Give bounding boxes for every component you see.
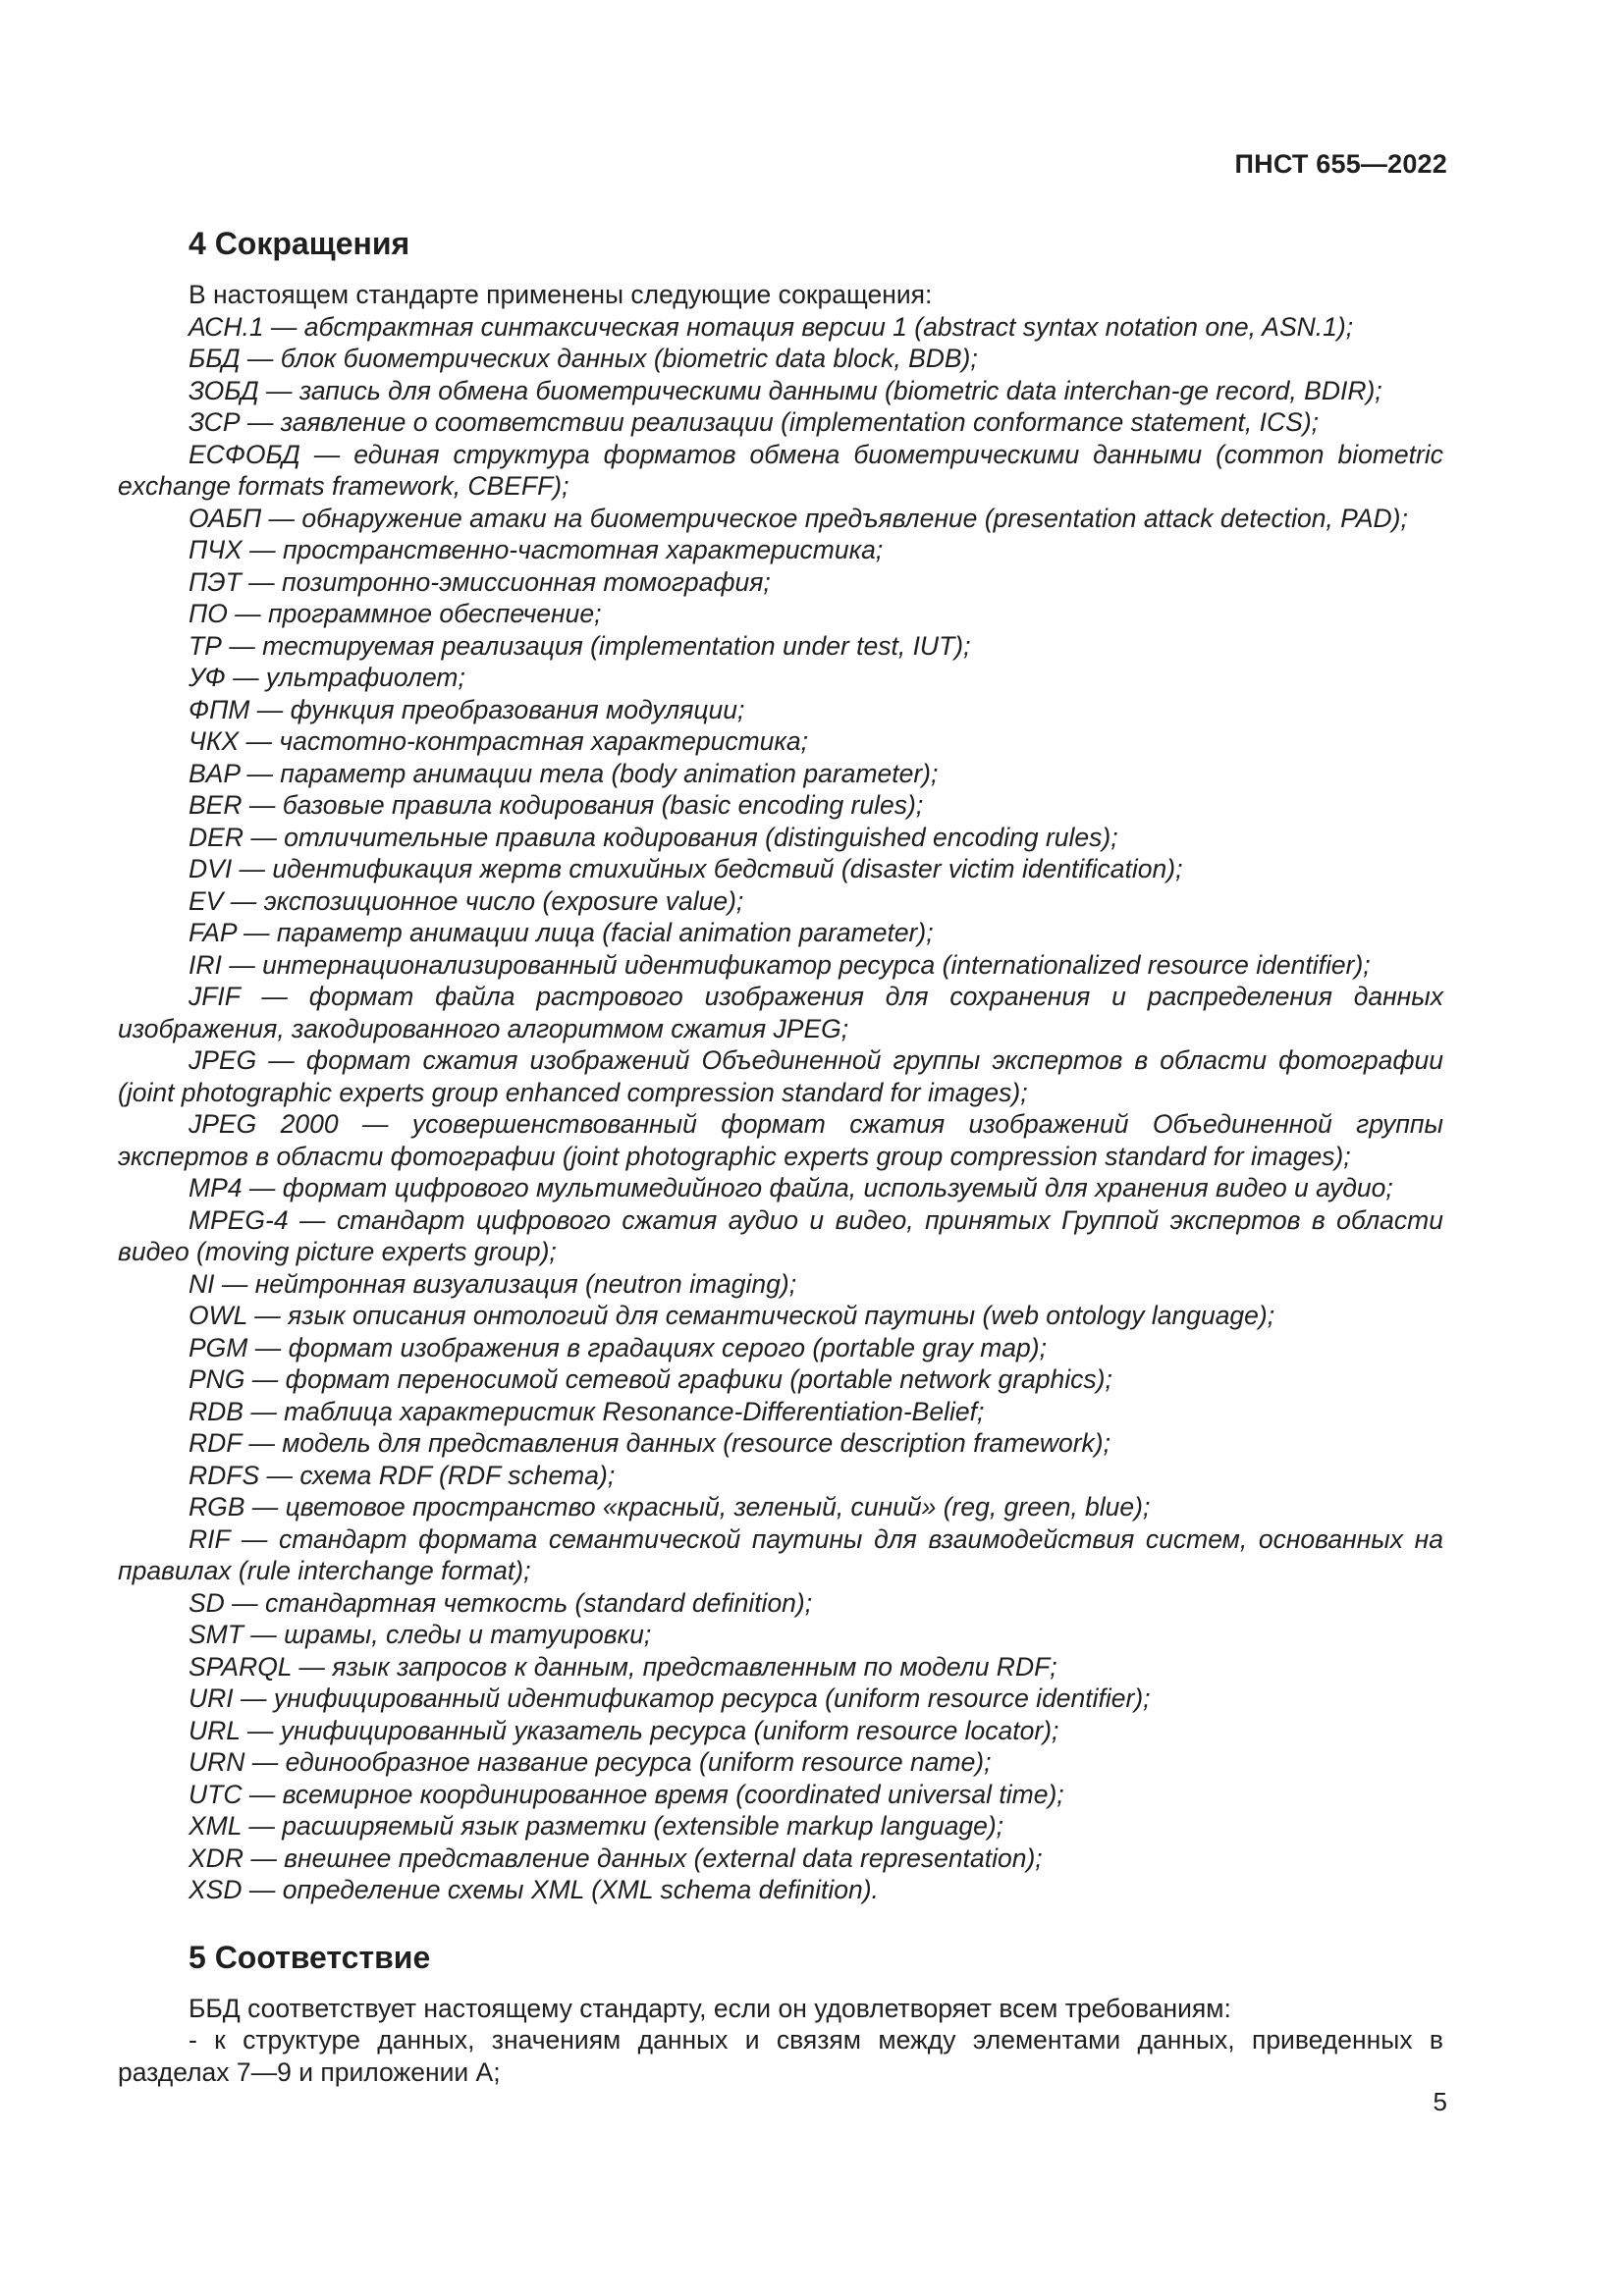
abbreviation-item: URN — единообразное название ресурса (uniform resource name); <box>189 1747 992 1777</box>
abbreviation-item: IRI — интернационализированный идентификатор ресурса (internationalized resource identifier); <box>189 949 1371 980</box>
abbreviation-item: ЕСФОБД — единая структура форматов обмена биометрическими данными (common biometric exchange formats framework, CBEFF); <box>118 439 1443 501</box>
abbreviation-item: PNG — формат переносимой сетевой графики (portable network graphics); <box>189 1364 1112 1394</box>
abbreviation-item: RDFS — схема RDF (RDF schema); <box>189 1460 616 1490</box>
section-5-title: 5 Соответствие <box>189 1939 431 1975</box>
abbreviation-item: RGB — цветовое пространство «красный, зеленый, синий» (reg, green, blue); <box>189 1492 1151 1522</box>
abbreviation-item: SD — стандартная четкость (standard definition); <box>189 1587 813 1618</box>
document-code-header: ПНСТ 655—2022 <box>1234 149 1447 179</box>
requirement-item: - к структуре данных, значениям данных и связям между элементами данных, приведенных в разделах 7—9 и приложении А; <box>118 2025 1443 2087</box>
abbreviation-item: JPEG — формат сжатия изображений Объединенной группы экспертов в области фотографии (joint photographic experts group enhanced compression standard for images); <box>118 1045 1443 1107</box>
abbreviation-item: ПО — программное обеспечение; <box>189 599 602 628</box>
abbreviation-item: ОАБП — обнаружение атаки на биометрическое предъявление (presentation attack detection, PAD); <box>189 503 1408 533</box>
abbreviation-item: УФ — ультрафиолет; <box>189 663 465 692</box>
abbreviation-item: ПЧХ — пространственно-частотная характеристика; <box>189 535 884 564</box>
abbreviation-item: ББД — блок биометрических данных (biometric data block, BDB); <box>189 344 978 373</box>
abbreviation-item: ТР — тестируемая реализация (implementation under test, IUT); <box>189 630 971 661</box>
abbreviation-item: SPARQL — язык запросов к данным, представленным по модели RDF; <box>189 1651 1057 1682</box>
section-5-intro: ББД соответствует настоящему стандарту, если он удовлетворяет всем требованиям: <box>189 1993 1231 2023</box>
abbreviation-item: PGM — формат изображения в градациях серого (portable gray map); <box>189 1332 1047 1362</box>
abbreviation-item: АСН.1 — абстрактная синтаксическая нотация версии 1 (abstract syntax notation one, ASN.1); <box>189 311 1354 342</box>
abbreviation-item: ФПМ — функция преобразования модуляции; <box>189 694 745 724</box>
abbreviation-item: RIF — стандарт формата семантической паутины для взаимодействия систем, основанных на правилах (rule interchange format); <box>118 1523 1443 1585</box>
section-4-intro: В настоящем стандарте применены следующие сокращения: <box>189 280 933 309</box>
abbreviation-item: MPEG-4 — стандарт цифрового сжатия аудио и видео, принятых Группой экспертов в области видео (moving picture experts group); <box>118 1204 1443 1266</box>
abbreviation-item: JFIF — формат файла растрового изображения для сохранения и распределения данных изображения, закодированного алгоритмом сжатия JPEG; <box>118 982 1443 1043</box>
abbreviation-item: XML — расширяемый язык разметки (extensible markup language); <box>189 1811 1004 1841</box>
abbreviation-item: BER — базовые правила кодирования (basic encoding rules); <box>189 790 924 820</box>
abbreviation-item: RDF — модель для представления данных (resource description framework); <box>189 1428 1110 1458</box>
abbreviation-item: ЧКХ — частотно-контрастная характеристика; <box>189 726 808 756</box>
abbreviation-item: XSD — определение схемы XML (XML schema definition). <box>189 1875 879 1904</box>
abbreviation-item: URI — унифицированный идентификатор ресурса (uniform resource identifier); <box>189 1683 1151 1713</box>
abbreviation-item: JPEG 2000 — усовершенствованный формат сжатия изображений Объединенной группы экспертов в области фотографии (joint photographic experts group compression standard for images); <box>118 1109 1443 1171</box>
abbreviation-item: DVI — идентификация жертв стихийных бедствий (disaster victim identification); <box>189 854 1183 883</box>
page-number: 5 <box>1433 2087 1447 2116</box>
abbreviation-item: SMT — шрамы, следы и татуировки; <box>189 1620 652 1649</box>
abbreviation-item: UTC — всемирное координированное время (coordinated universal time); <box>189 1779 1064 1809</box>
requirements-list <box>118 2024 1443 2088</box>
abbreviation-item: URL — унифицированный указатель ресурса (uniform resource locator); <box>189 1715 1059 1745</box>
abbreviation-item: MP4 — формат цифрового мультимедийного файла, используемый для хранения видео и аудио; <box>189 1173 1393 1202</box>
abbreviation-item: RDB — таблица характеристик Resonance-Differentiation-Belief; <box>189 1396 985 1426</box>
page-content <box>118 224 1443 2088</box>
abbreviation-item: ЗСР — заявление о соответствии реализации (implementation conformance statement, ICS); <box>189 407 1320 437</box>
abbreviations-list <box>118 311 1443 1906</box>
abbreviation-item: EV — экспозиционное число (exposure value); <box>189 885 744 916</box>
abbreviation-item: BAP — параметр анимации тела (body animation parameter); <box>189 758 939 788</box>
abbreviation-item: OWL — язык описания онтологий для семантической паутины (web ontology language); <box>189 1301 1275 1330</box>
section-4-title: 4 Сокращения <box>189 226 410 261</box>
abbreviation-item: XDR — внешнее представление данных (external data representation); <box>189 1842 1043 1873</box>
abbreviation-item: FAP — параметр анимации лица (facial animation parameter); <box>189 918 934 947</box>
abbreviation-item: ЗОБД — запись для обмена биометрическими данными (biometric data interchan-ge record, BDIR); <box>189 375 1382 405</box>
abbreviation-item: DER — отличительные правила кодирования (distinguished encoding rules); <box>189 822 1118 852</box>
abbreviation-item: NI — нейтронная визуализация (neutron imaging); <box>189 1268 797 1299</box>
abbreviation-item: ПЭТ — позитронно-эмиссионная томография; <box>189 566 771 597</box>
